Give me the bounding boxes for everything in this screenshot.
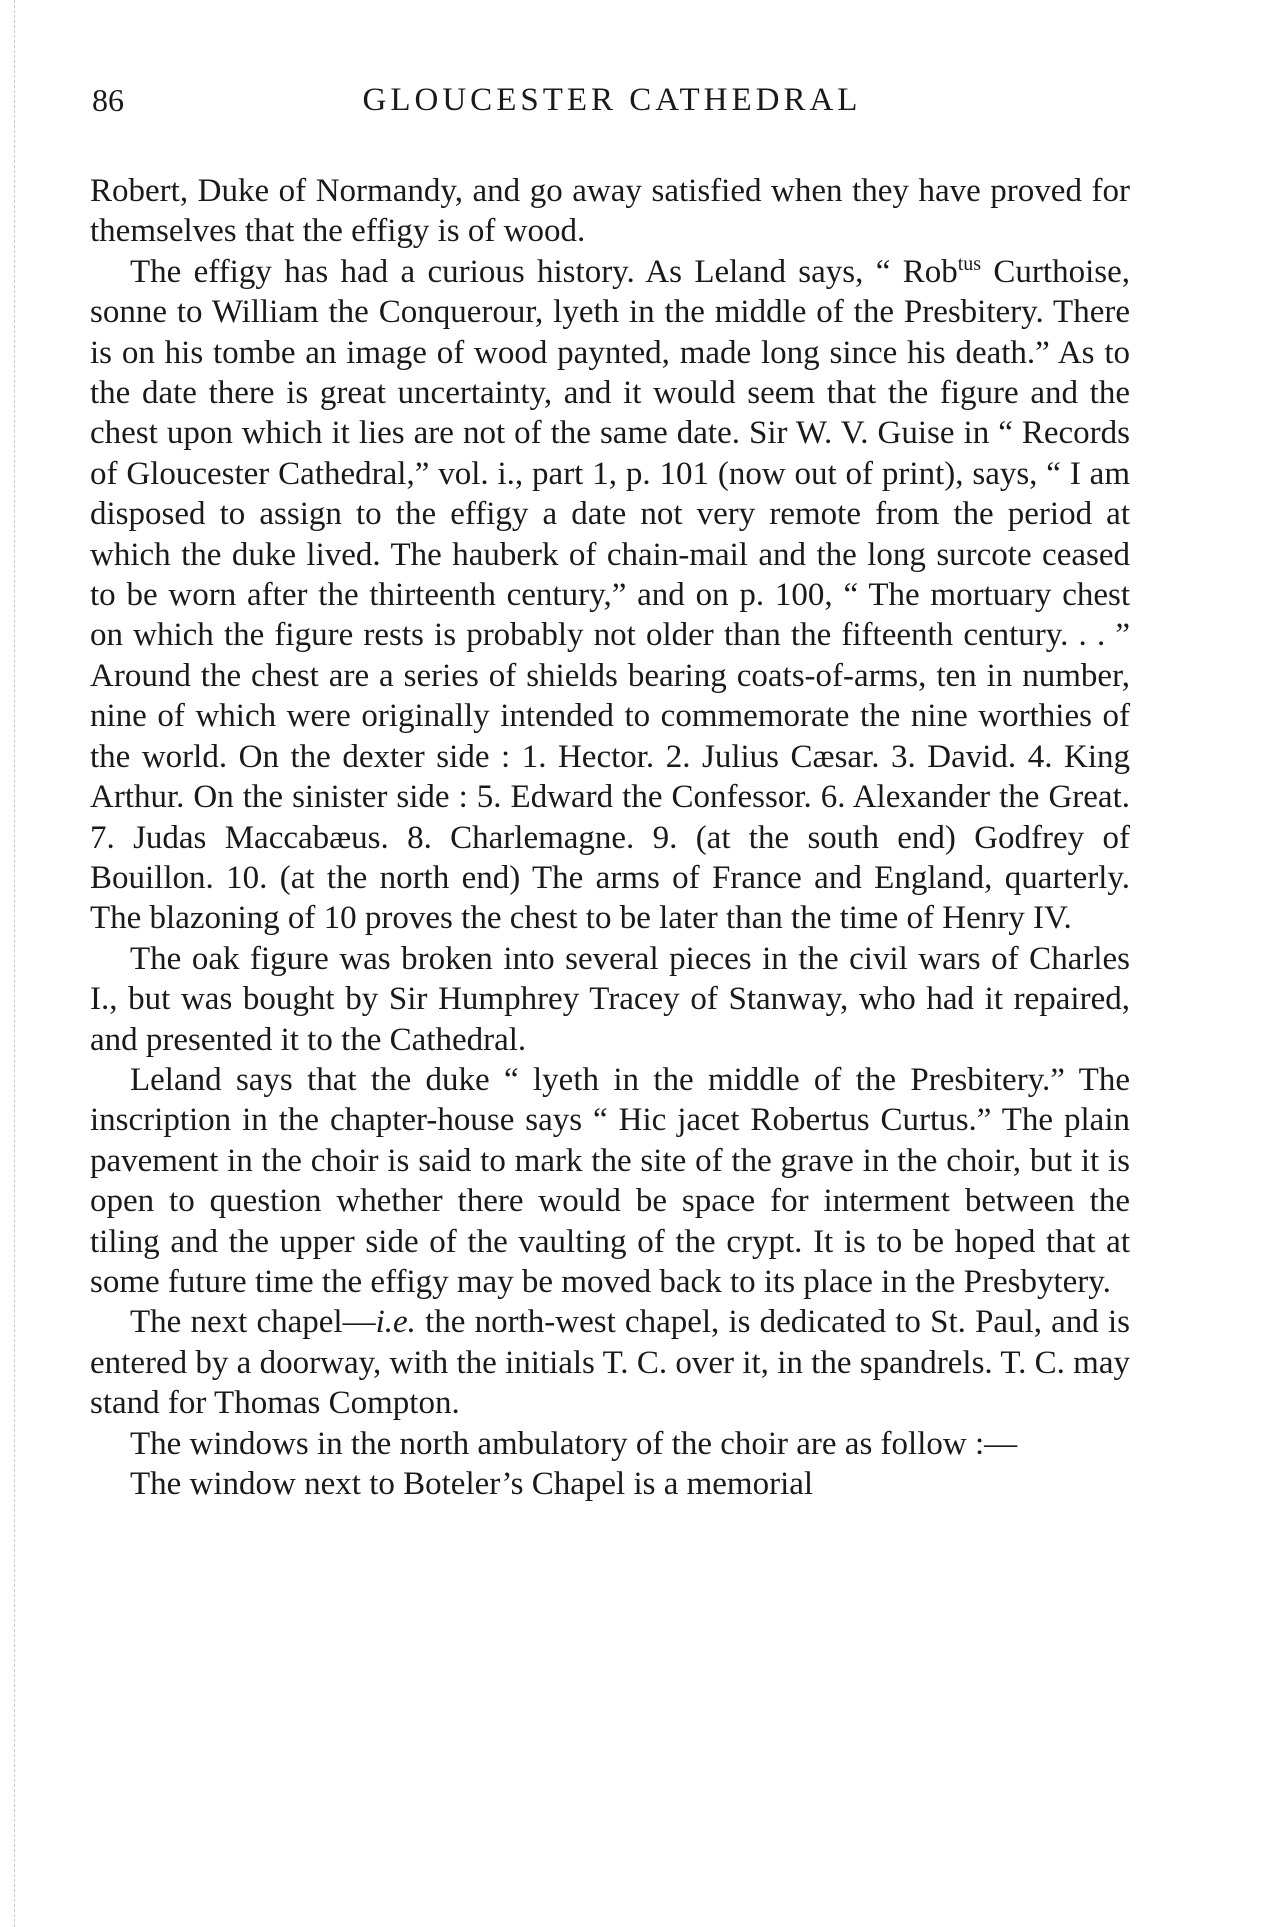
- ie-abbreviation: i.e.: [375, 1304, 416, 1341]
- paragraph-2-rest: Curthoise, sonne to William the Conquerour, lyeth in the middle of the Presbitery. There is on his tombe an image of wood paynted, made long since his death.” As to the date there is great uncertainty, and it would seem that the figure and the chest upon which it lies are not of the same date. Sir W. V. Guise in “ Records of Gloucester Cathedral,” vol. i., part 1, p. 101 (now out of print), says, “ I am disposed to assign to the effigy a date not very remote from the period at which the duke lived. The hauberk of chain-mail and the long surcote ceased to be worn after the thirteenth century,” and on p. 100, “ The mortuary chest on which the figure rests is probably not older than the fifteenth century. . . ” Around the chest are a series of shields bearing coats-of-arms, ten in number, nine of which were originally intended to commemorate the nine worthies of the world. On the dexter side : 1. Hector. 2. Julius Cæsar. 3. David. 4. King Arthur. On the sinister side : 5. Edward the Confessor. 6. Alexander the Great. 7. Judas Maccabæus. 8. Charlemagne. 9. (at the south end) Godfrey of Bouillon. 10. (at the north end) The arms of France and England, quarterly. The blazoning of 10 proves the chest to be later than the time of Henry IV.: [90, 253, 1131, 937]
- paragraph-2-start: The effigy has had a curious history. As Leland says, “ Rob: [130, 253, 958, 290]
- paragraph-5-rest: the north-west chapel, is dedicated to St. Paul, and is entered by a doorway, with the initials T. C. over it, in the spandrels. T. C. may stand for Thomas Compton.: [90, 1304, 1130, 1422]
- page-number: 86: [92, 82, 124, 118]
- paragraph-6: The windows in the north ambulatory of the choir are as follow :—: [130, 1425, 1018, 1462]
- page-header: [92, 82, 1132, 132]
- paragraph-4: Leland says that the duke “ lyeth in the middle of the Presbitery.” The inscription in the chapter-house says “ Hic jacet Robertus Curtus.” The plain pavement in the choir is said to mark the site of the grave in the choir, but it is open to question whether there would be space for interment between the tiling and the upper side of the vaulting of the crypt. It is to be hoped that at some future time the effigy may be moved back to its place in the Presbytery.: [90, 1061, 1130, 1300]
- robtus-superscript: tus: [957, 252, 982, 275]
- paragraph-3: The oak figure was broken into several pieces in the civil wars of Charles I., but was bought by Sir Humphrey Tracey of Stanway, who had it repaired, and presented it to the Cathedral.: [90, 940, 1130, 1058]
- body-text: [90, 171, 1130, 1504]
- paragraph-1: Robert, Duke of Normandy, and go away satisfied when they have proved for themselves that the effigy is of wood.: [90, 173, 1130, 250]
- scan-edge-line: [14, 0, 15, 1927]
- paragraph-5-start: The next chapel—: [130, 1304, 376, 1341]
- running-title: GLOUCESTER CATHEDRAL: [362, 82, 862, 118]
- paragraph-2: [90, 252, 1130, 939]
- paragraph-5: [90, 1302, 1130, 1423]
- paragraph-7: The window next to Boteler’s Chapel is a memorial: [130, 1466, 814, 1502]
